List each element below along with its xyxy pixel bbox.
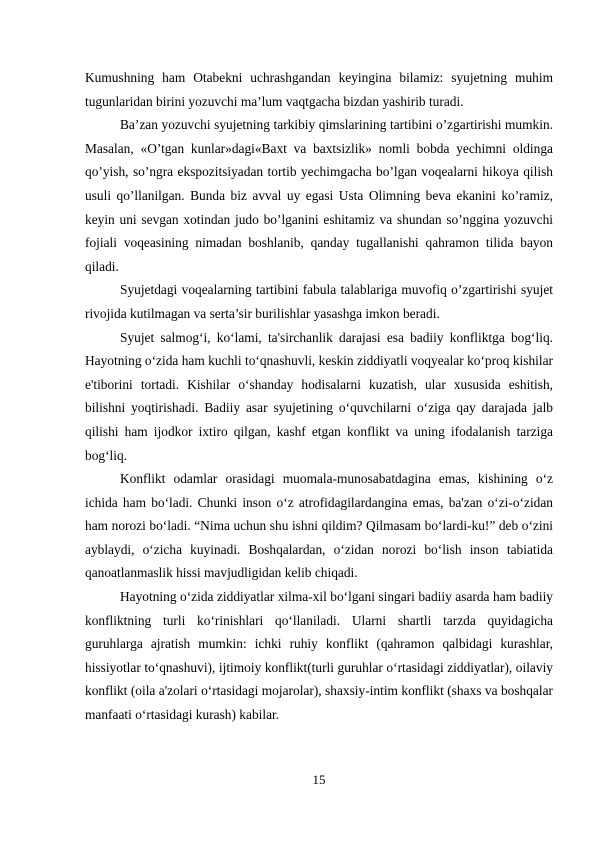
paragraph-6: Hayotning o‘zida ziddiyatlar xilma-xil bo‘lgani singari badiiy asarda ham badiiy konfliktning turli ko‘rinishlari qo‘llaniladi. Ularni shartli tarzda quyidagicha guruhlarga ajratish mumkin: ichki ruhiy konflikt (qahramon qalbidagi kurashlar, hissiyotlar to‘qnashuvi), ijtimoiy konflikt(turli guruhlar o‘rtasidagi ziddiyatlar), oilaviy konflikt (oila a'zolari o‘rtasidagi mojarolar), shaxsiy-intim konflikt (shaxs va boshqalar manfaati o‘rtasidagi kurash) kabilar. [85, 589, 553, 723]
paragraph-1: Kumushning ham Otabekni uchrashgandan keyingina bilamiz: syujetning muhim tugunlaridan birini yozuvchi maʼlum vaqtgacha bizdan yashirib turadi. [85, 70, 553, 109]
document-body [85, 66, 553, 727]
paragraph-4: Syujet salmog‘i, ko‘lami, ta'sirchanlik darajasi esa badiiy konfliktga bog‘liq. Hayotning o‘zida ham kuchli to‘qnashuvli, keskin ziddiyatli voqyealar ko‘proq kishilar e'tiborini tortadi. Kishilar o‘shanday hodisalarni kuzatish, ular xususida eshitish, bilishni yoqtirishadi. Badiiy asar syujetining o‘quvchilarni o‘ziga qay darajada jalb qilishi ham ijodkor ixtiro qilgan, kashf etgan konflikt va uning ifodalanish tarziga bog‘liq. [85, 329, 553, 463]
paragraph-5: Konflikt odamlar orasidagi muomala-munosabatdagina emas, kishining o‘z ichida ham bo‘ladi. Chunki inson o‘z atrofidagilardangina emas, ba'zan o‘zi-o‘zidan ham norozi bo‘ladi. “Nima uchun shu ishni qildim? Qilmasam bo‘lardi-ku!” deb o‘zini ayblaydi, o‘zicha kuyinadi. Boshqalardan, o‘zidan norozi bo‘lish inson tabiatida qanoatlanmaslik hissi mavjudligidan kelib chiqadi. [85, 471, 553, 581]
paragraph-3: Syujetdagi voqealarning tartibini fabula talablariga muvofiq o’zgartirishi syujet rivojida kutilmagan va serta’sir burilishlar yasashga imkon beradi. [85, 282, 553, 321]
page-number: 15 [312, 772, 326, 787]
document-page [85, 0, 553, 842]
paragraph-2: Ba’zan yozuvchi syujetning tarkibiy qimslarining tartibini o’zgartirishi mumkin. Masalan, «O’tgan kunlar»dagi«Baxt va baxtsizlik» nomli bobda yechimni oldinga qo’yish, so’ngra ekspozitsiyadan tortib yechimgacha bo’lgan voqealarni hikoya qilish usuli qo’llanilgan. Bunda biz avval uy egasi Usta Olimning beva ekanini ko’ramiz, keyin uni sevgan xotindan judo bo’lganini eshitamiz va shundan so’nggina yozuvchi fojiali voqeasining nimadan boshlanib, qanday tugallanishi qahramon tilida bayon qiladi. [85, 117, 553, 274]
